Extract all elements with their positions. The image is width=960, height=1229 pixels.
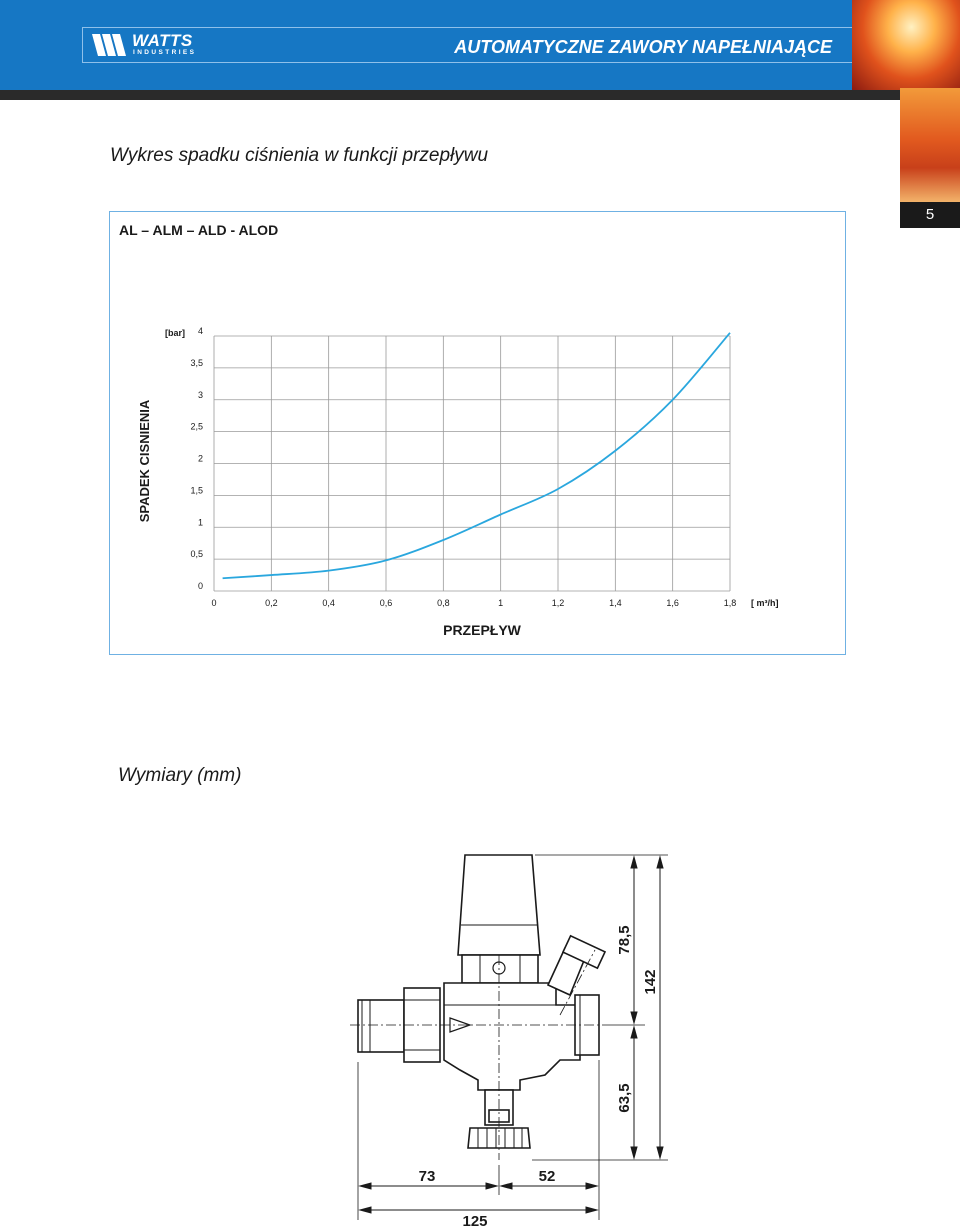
chart-caption: AL – ALM – ALD - ALOD xyxy=(119,222,279,238)
valve-body-drawing xyxy=(358,855,605,1148)
dimension-labels xyxy=(419,925,659,1229)
dim-height-upper: 78,5 xyxy=(616,925,633,955)
chart-x-axis-title: PRZEPŁYW xyxy=(443,622,521,638)
chart-y-tick-label: 1 xyxy=(197,517,203,528)
dim-height-lower: 63,5 xyxy=(616,1083,633,1113)
page-number: 5 xyxy=(900,202,960,228)
dim-width-right: 52 xyxy=(538,1168,556,1185)
chart-y-tick-label: 0,5 xyxy=(190,549,203,560)
chart-y-tick-label: 2 xyxy=(197,453,203,464)
chart-x-tick-label: 1,4 xyxy=(609,598,622,608)
chart-x-tick-label: 1,6 xyxy=(666,598,679,608)
dimensions-section-title: Wymiary (mm) xyxy=(118,765,242,786)
chart-x-tick-label: 0,4 xyxy=(322,598,335,608)
chart-y-tick-label: 2,5 xyxy=(190,421,203,432)
chart-y-tick-label: 0 xyxy=(197,581,203,591)
logo-brand: WATTS xyxy=(132,31,193,50)
dim-width-left: 73 xyxy=(418,1168,436,1185)
chart-x-tick-label: 1,2 xyxy=(551,598,565,608)
logo-subtitle: INDUSTRIES xyxy=(133,49,197,56)
chart-y-tick-label: 4 xyxy=(197,326,203,336)
chart-y-tick-label: 3 xyxy=(197,389,203,400)
chart-x-tick-label: 0,6 xyxy=(379,598,393,608)
page-title: AUTOMATYCZNE ZAWORY NAPEŁNIAJĄCE xyxy=(454,37,832,57)
chart-x-unit: [ m³/h] xyxy=(751,598,779,608)
chart-x-tick-label: 0,2 xyxy=(265,598,278,608)
chart-x-tick-label: 0,8 xyxy=(437,598,450,608)
chart-y-tick-label: 3,5 xyxy=(190,357,203,368)
chart-x-tick-label: 1 xyxy=(498,598,504,608)
chart-x-tick-label: 1,8 xyxy=(723,598,737,608)
dim-width-total: 125 xyxy=(462,1213,488,1229)
chart-x-tick-label: 0 xyxy=(211,598,217,608)
chart-y-tick-label: 1,5 xyxy=(190,485,203,496)
chart-section-title: Wykres spadku ciśnienia w funkcji przepływu xyxy=(110,145,489,166)
chart-y-unit: [bar] xyxy=(165,328,185,338)
chart-y-axis-title: SPADEK CISNIENIA xyxy=(137,399,152,523)
dim-height-total: 142 xyxy=(642,969,659,995)
